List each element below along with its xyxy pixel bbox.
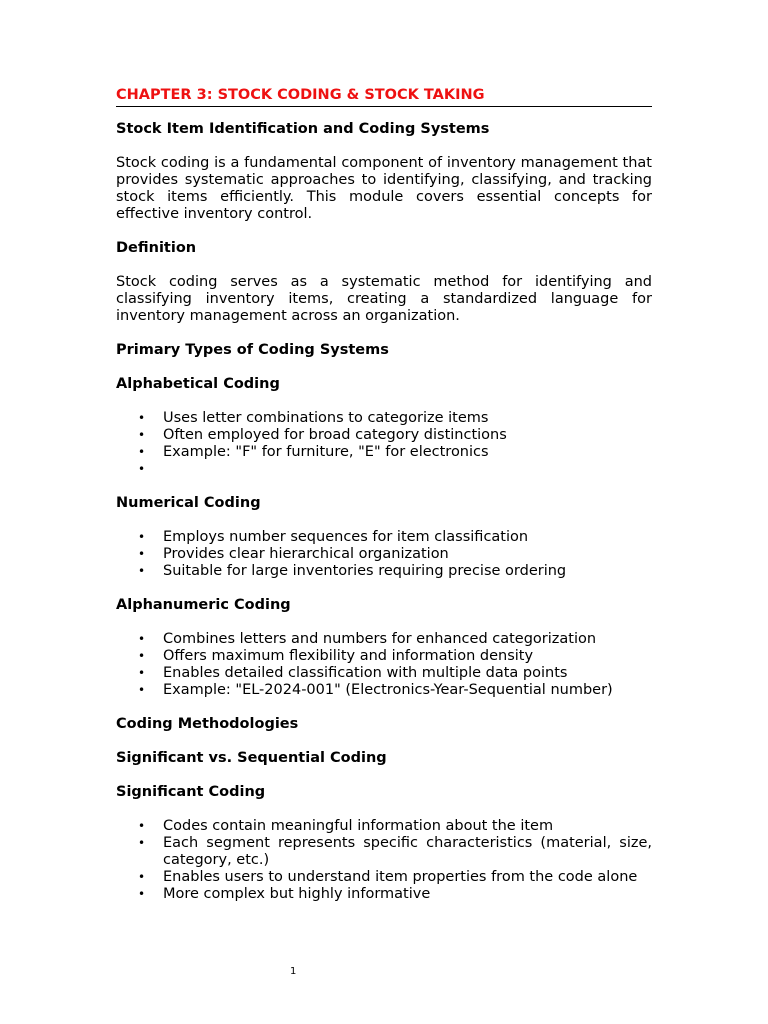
- list-item: • Example: "EL-2024-001" (Electronics-Year-Sequential number): [138, 682, 613, 698]
- list-item: • Enables detailed classification with multiple data points: [138, 665, 568, 681]
- heading-definition: Definition: [116, 240, 197, 256]
- list-item: • Often employed for broad category distinctions: [138, 427, 507, 443]
- numerical-list: [116, 529, 652, 580]
- list-item: • Each segment represents specific characteristics (material, size, category, etc.): [138, 835, 652, 868]
- bullet: •: [138, 445, 146, 459]
- definition-paragraph: Stock coding serves as a systematic method for identifying and classifying inventory items, creating a standardized language for inventory management across an organization.: [116, 274, 652, 324]
- bullet: •: [138, 462, 146, 476]
- bullet: •: [138, 547, 146, 561]
- list-item: • Employs number sequences for item classification: [138, 529, 529, 545]
- list-item: • More complex but highly informative: [138, 886, 431, 902]
- list-item: • Uses letter combinations to categorize items: [138, 410, 489, 426]
- bullet: •: [138, 887, 146, 901]
- chapter-title: CHAPTER 3: STOCK CODING & STOCK TAKING: [116, 86, 652, 107]
- list-item: • Offers maximum flexibility and information density: [138, 648, 534, 664]
- alphanumeric-list: [116, 631, 652, 699]
- list-item: • Suitable for large inventories requiring precise ordering: [138, 563, 567, 579]
- heading-primary-types: Primary Types of Coding Systems: [116, 342, 389, 358]
- bullet: •: [138, 870, 146, 884]
- list-item: • Provides clear hierarchical organization: [138, 546, 449, 562]
- bullet: •: [138, 632, 146, 646]
- list-item: • Codes contain meaningful information about the item: [138, 818, 554, 834]
- bullet: •: [138, 836, 146, 850]
- alphabetical-list: [116, 410, 652, 478]
- heading-numerical: Numerical Coding: [116, 495, 261, 511]
- page-number: 1: [290, 966, 297, 977]
- bullet: •: [138, 683, 146, 697]
- list-item: [116, 461, 652, 478]
- list-item: • Combines letters and numbers for enhanced categorization: [138, 631, 597, 647]
- document-page: [116, 86, 652, 920]
- bullet: •: [138, 428, 146, 442]
- bullet: •: [138, 649, 146, 663]
- bullet: •: [138, 819, 146, 833]
- heading-alphanumeric: Alphanumeric Coding: [116, 597, 291, 613]
- intro-paragraph: Stock coding is a fundamental component of inventory management that provides systematic approaches to identifying, classifying, and tracking stock items efficiently. This module covers essential concepts for effective inventory control.: [116, 155, 652, 222]
- heading-significant: Significant Coding: [116, 784, 266, 800]
- list-item: • Example: "F" for furniture, "E" for electronics: [138, 444, 489, 460]
- bullet: •: [138, 530, 146, 544]
- significant-list: [116, 818, 652, 903]
- list-item: • Enables users to understand item properties from the code alone: [138, 869, 638, 885]
- bullet: •: [138, 411, 146, 425]
- bullet: •: [138, 564, 146, 578]
- heading-alphabetical: Alphabetical Coding: [116, 376, 280, 392]
- heading-identification: Stock Item Identification and Coding Systems: [116, 121, 490, 137]
- bullet: •: [138, 666, 146, 680]
- heading-significant-vs-sequential: Significant vs. Sequential Coding: [116, 750, 387, 766]
- heading-methodologies: Coding Methodologies: [116, 716, 299, 732]
